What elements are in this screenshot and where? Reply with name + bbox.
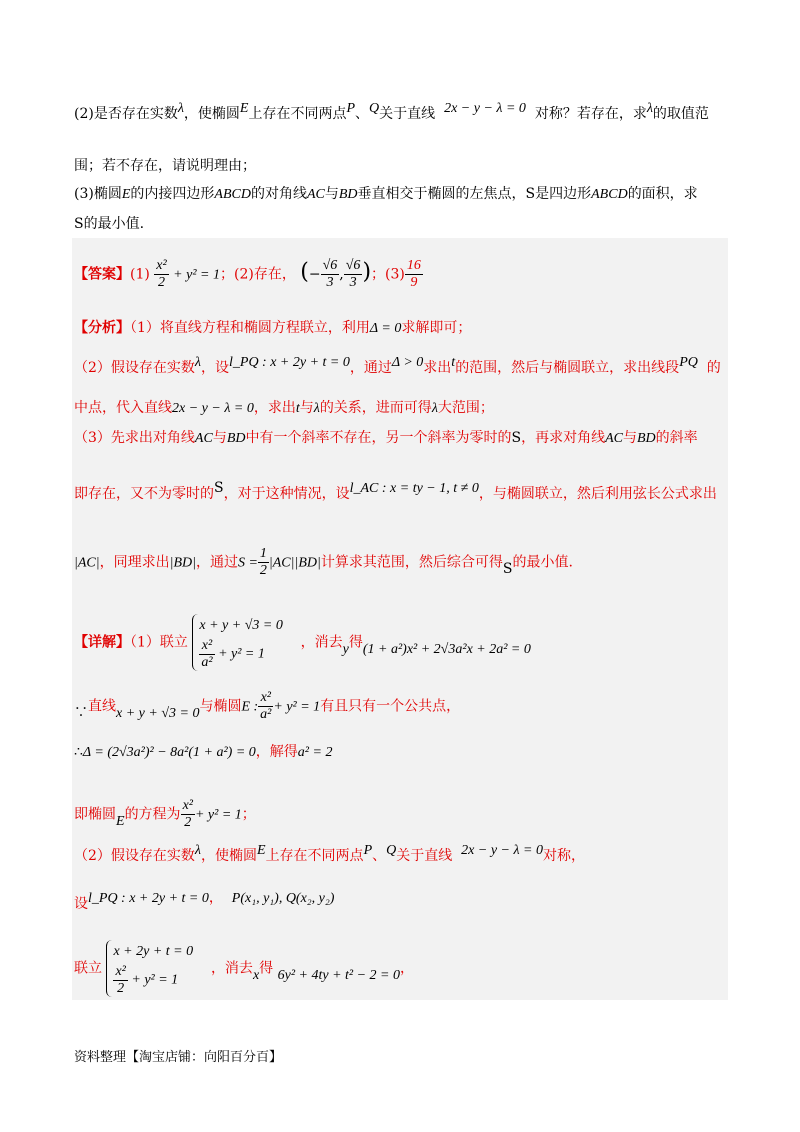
question-2-line-2: 围；若不存在，请说明理由；: [74, 158, 256, 174]
analysis-line-3: [74, 398, 494, 419]
math-lambda: λ: [194, 355, 201, 370]
answer-eq: + y² = 1: [173, 267, 220, 283]
detail-text: ，解得: [255, 744, 298, 760]
analysis-text: 与: [212, 430, 227, 446]
analysis-text: ，与椭圆联立，然后利用弦长公式求出: [478, 486, 717, 502]
math-eq: |AC||BD|: [268, 555, 321, 571]
q2-text: 、: [355, 106, 370, 122]
detail-line-2: [74, 690, 460, 723]
analysis-text: 的关系，进而可得: [319, 400, 432, 416]
detail-text: （2）假设存在实数: [74, 848, 195, 864]
math-lambda: λ: [313, 401, 320, 416]
detail-text: （1）联立: [130, 634, 188, 651]
analysis-text: （1）将直线方程和椭圆方程联立，利用: [130, 320, 370, 336]
detail-text: 得: [259, 960, 274, 977]
frac-den: 2: [117, 981, 125, 996]
analysis-text: （2）假设存在实数: [74, 360, 195, 376]
system-row: [113, 964, 193, 997]
detail-text: 联立: [74, 960, 102, 977]
detail-text: 的方程为: [124, 806, 181, 823]
detail-line-1: [74, 614, 531, 671]
frac-den: a²: [201, 655, 213, 670]
detail-line-3: [74, 742, 332, 763]
analysis-text: 大范围；: [437, 400, 494, 416]
q3-text: 的对角线: [250, 186, 307, 202]
comma: ,: [339, 266, 344, 283]
therefore-symbol: ∴: [74, 744, 83, 760]
detail-text: 有且只有一个公共点，: [320, 698, 461, 715]
system-of-equations-2: [106, 940, 193, 997]
frac-num: √6: [322, 258, 338, 273]
detail-text: 上存在不同两点: [265, 848, 364, 864]
math-Q: Q: [386, 843, 397, 858]
answer-tag: 【答案】: [74, 266, 130, 283]
frac-num: √6: [345, 258, 361, 273]
math-ABCD: ABCD: [591, 187, 628, 202]
math-BD: BD: [226, 431, 246, 446]
footer-source: 资料整理【淘宝店铺：向阳百分百】: [74, 1050, 283, 1065]
math-PQ: PQ: [679, 355, 698, 370]
frac-num: x²: [182, 798, 193, 813]
q2-text: ，使椭圆: [183, 106, 240, 122]
frac-den: 2: [184, 815, 192, 830]
question-2-line-1: [74, 101, 709, 125]
math-eq: Δ = (2√3a²)² − 8a²(1 + a²) = 0: [82, 745, 256, 760]
detail-text: 、: [372, 848, 387, 864]
q3-text: 的最小值.: [83, 216, 145, 232]
math-E: E :: [241, 699, 259, 715]
math-BD: BD: [338, 187, 358, 202]
question-3-line-1: [74, 184, 698, 205]
analysis-tag: 【分析】: [74, 320, 130, 336]
math-eq: l_AC : x = ty − 1, t ≠ 0: [349, 481, 479, 496]
math-eq: 2x − y − λ = 0: [172, 401, 254, 416]
math-Q: Q: [369, 101, 380, 116]
math-BD: BD: [636, 431, 656, 446]
detail-text: ，使椭圆: [201, 848, 257, 864]
frac-num: x²: [199, 638, 214, 655]
row-fraction: [199, 638, 214, 671]
math-x: x: [252, 967, 260, 983]
frac-den: 9: [410, 275, 418, 290]
math-ABCD: ABCD: [214, 187, 251, 202]
analysis-line-6: [74, 546, 573, 579]
q2-text: (2)是否存在实数: [74, 106, 178, 122]
math-E: E: [239, 101, 249, 116]
math-S: S: [74, 216, 84, 232]
detail-text: ，: [208, 890, 223, 906]
detail-line-7: [74, 940, 414, 997]
frac-num: x²: [115, 964, 126, 979]
q2-text: 的取值范: [652, 106, 709, 122]
detail-text: 直线: [88, 698, 116, 715]
math-lambda: λ: [646, 101, 653, 116]
q3-text: 的内接四边形: [130, 186, 215, 202]
answer-line: [74, 258, 423, 291]
detail-text: ；: [241, 806, 256, 823]
math-eq: 2x − y − λ = 0: [461, 843, 543, 858]
detail-text: 对称，: [543, 848, 585, 864]
detail-text: 得: [348, 634, 363, 651]
open-paren: (: [300, 259, 309, 285]
math-eq: x + y + √3 = 0: [116, 705, 200, 721]
math-S: S: [511, 430, 522, 446]
analysis-text: 的最小值.: [512, 554, 573, 571]
answer-text: ；(3): [371, 266, 405, 283]
math-t: t: [295, 401, 300, 416]
analysis-text: ，求出: [253, 400, 296, 416]
answer-text: (1): [130, 266, 150, 283]
analysis-text: 求解即可；: [401, 320, 472, 336]
analysis-text: ，设: [201, 360, 229, 376]
analysis-line-5: [74, 480, 717, 505]
detail-text: 即椭圆: [74, 806, 116, 823]
half-fraction: [258, 546, 269, 579]
analysis-text: 计算求其范围，然后综合可得: [320, 554, 503, 571]
frac-num: x²: [156, 258, 167, 273]
because-symbol: ∵: [74, 704, 88, 721]
math-E: E: [121, 187, 131, 202]
system-row: x + y + √3 = 0: [199, 618, 283, 633]
math-line-equation: 2x − y − λ = 0: [444, 101, 526, 116]
analysis-text: ，同理求出: [99, 554, 170, 571]
q2-text: 上存在不同两点: [248, 106, 347, 122]
frac-num: 16: [406, 258, 421, 273]
q2-text: 对称？若存在，求: [534, 106, 647, 122]
detail-text: ，消去: [210, 960, 253, 977]
frac-den: 2: [158, 275, 165, 290]
detail-line-4: [74, 798, 256, 831]
math-E: E: [116, 813, 125, 829]
analysis-text: 的范围，然后与椭圆联立，求出线段: [455, 360, 680, 376]
answer-fraction: [154, 258, 168, 291]
frac-den: 2: [259, 563, 267, 578]
frac-den: 3: [349, 275, 357, 290]
row-fraction: [113, 964, 127, 997]
math-eq: + y² = 1: [194, 807, 242, 823]
row-rest: + y² = 1: [218, 646, 265, 662]
detail-text: ，消去: [300, 634, 343, 651]
frac-den: a²: [260, 707, 272, 722]
math-eq: 6y² + 4ty + t² − 2 = 0: [277, 967, 400, 983]
math-eq: a² = 2: [297, 745, 333, 760]
minus-sign: −: [308, 266, 321, 283]
math-E: E: [257, 843, 266, 858]
analysis-text: （3）先求出对角线: [74, 430, 195, 446]
math-eq: S =: [237, 555, 258, 571]
math-lambda: λ: [194, 843, 201, 858]
detail-text: ，: [400, 960, 414, 977]
detail-tag: 【详解】: [74, 634, 130, 651]
analysis-text: ，再求对角线: [521, 430, 606, 446]
question-3-line-2: [74, 214, 144, 234]
math-abs-BD: |BD|: [169, 555, 196, 571]
frac-num: 1: [259, 546, 267, 561]
q3-text: 与: [324, 186, 339, 202]
math-eq: l_PQ : x + 2y + t = 0: [88, 891, 209, 906]
q3-text: 是四边形: [535, 186, 592, 202]
math-eq: Δ > 0: [391, 355, 424, 370]
math-y: y: [342, 641, 349, 657]
analysis-line-1: [74, 318, 471, 339]
math-eq: l_PQ : x + 2y + t = 0: [229, 355, 350, 370]
frac-num: x²: [258, 690, 273, 707]
system-row: x + 2y + t = 0: [113, 944, 194, 959]
frac-den: 3: [326, 275, 334, 290]
math-P: P: [346, 101, 356, 116]
math-AC: AC: [194, 431, 213, 446]
math-S: S: [525, 186, 536, 202]
math-S: S: [214, 480, 224, 496]
analysis-text: 的斜率: [655, 430, 698, 446]
analysis-text: 中有一个斜率不存在，另一个斜率为零时的: [245, 430, 512, 446]
detail-line-5: [74, 843, 585, 867]
analysis-text: ，对于这种情况，设: [223, 486, 350, 502]
detail-text: 设: [74, 896, 88, 912]
q3-text: (3)椭圆: [74, 186, 122, 202]
analysis-text: 求出: [423, 360, 452, 376]
math-points: P(x₁, y₁), Q(x₂, y₂): [231, 891, 335, 906]
answer-text: ；(2)存在，: [219, 266, 296, 283]
interval-a: [321, 258, 340, 291]
interval-b: [344, 258, 363, 291]
math-S: S: [502, 560, 513, 577]
close-paren: ): [362, 259, 372, 285]
analysis-line-2: [74, 355, 721, 379]
analysis-line-4: [74, 428, 698, 449]
math-t: t: [451, 355, 456, 370]
analysis-text: 中点，代入直线: [74, 400, 172, 416]
math-abs-AC: |AC|: [74, 555, 100, 571]
system-row: [199, 638, 282, 671]
math-eq: (1 + a²)x² + 2√3a²x + 2a² = 0: [362, 641, 531, 657]
math-lambda: λ: [177, 101, 184, 116]
q3-text: 垂直相交于椭圆的左焦点，: [357, 186, 526, 202]
math-P: P: [363, 843, 373, 858]
ellipse-fraction: [181, 798, 195, 831]
row-rest: + y² = 1: [131, 972, 179, 988]
q3-text: 的面积，求: [627, 186, 698, 202]
analysis-text: 与: [622, 430, 637, 446]
answer-3-fraction: [405, 258, 423, 291]
analysis-text: 的: [706, 360, 721, 376]
system-of-equations-1: [192, 614, 282, 671]
detail-text: 关于直线: [396, 848, 453, 864]
ellipse-fraction: [258, 690, 273, 723]
detail-text: 与椭圆: [199, 698, 242, 715]
q2-text: 关于直线: [379, 106, 436, 122]
math-AC: AC: [306, 187, 325, 202]
math-eq: Δ = 0: [369, 321, 402, 336]
math-lambda: λ: [431, 401, 438, 416]
analysis-text: ，通过: [195, 554, 238, 571]
detail-line-6: [74, 888, 335, 912]
analysis-text: 与: [299, 400, 314, 416]
analysis-text: 即存在，又不为零时的: [74, 486, 214, 502]
math-eq: + y² = 1: [273, 699, 321, 715]
analysis-text: ，通过: [349, 360, 392, 376]
math-AC: AC: [605, 431, 623, 446]
